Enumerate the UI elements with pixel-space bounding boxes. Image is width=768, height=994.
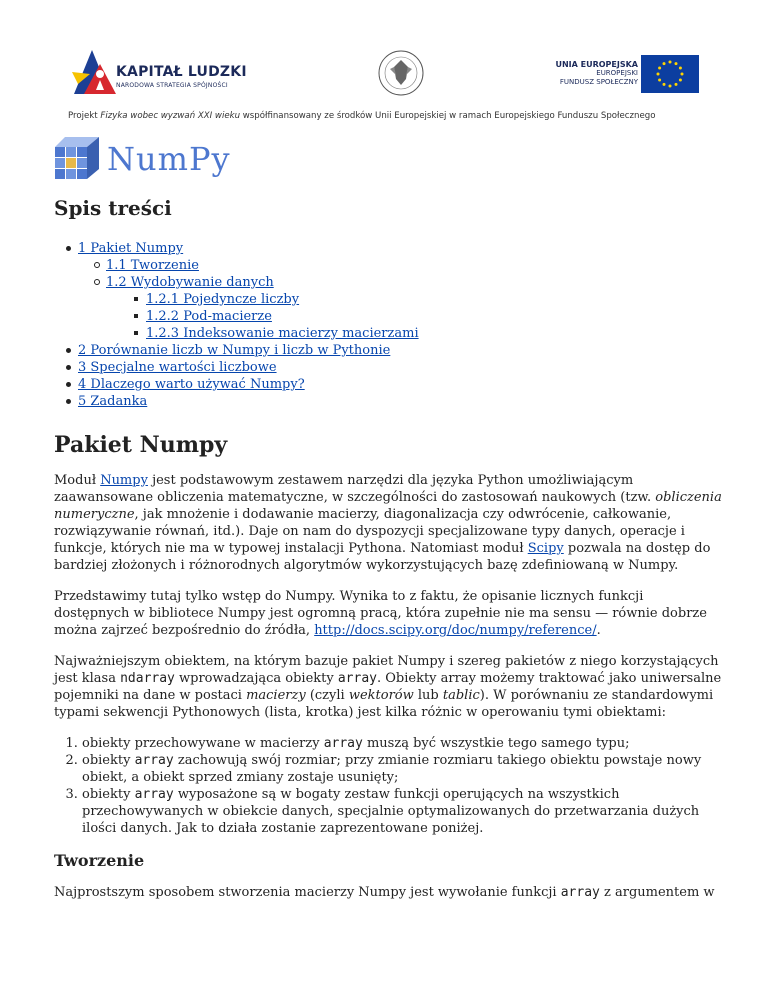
code-array: array [323, 736, 363, 751]
text: Przedstawimy tutaj tylko wstęp do Numpy. Wynika to z faktu, że opisanie licznych funkcji dostępnych w bibliotece Numpy jest ogromną pracą, która zupełnie nie ma sensu — równie dobrze można zajrzeć bezpośrednio do źródła, [54, 589, 707, 638]
code-array: array [560, 885, 600, 900]
text: Najprostszym sposobem stworzenia macierzy Numpy jest wywołanie funkcji [54, 885, 561, 900]
text: Najważniejszym obiektem, na którym bazuje pakiet Numpy i szereg pakietów z niego korzystających jest klasa [54, 654, 719, 686]
bullet-circle-icon [94, 262, 100, 268]
kapital-ludzki-title: KAPITAŁ LUDZKI [116, 64, 247, 80]
text: . Obiekty array możemy traktować jako uniwersalne pojemniki na dane w postaci [54, 671, 722, 703]
toc-item [54, 359, 722, 376]
section-heading-tworzenie: Tworzenie [54, 851, 145, 870]
text: Moduł [54, 473, 101, 488]
link-numpy-reference[interactable]: http://docs.scipy.org/doc/numpy/reference/ [314, 623, 597, 638]
bullet-square-icon [134, 331, 138, 335]
bullet-square-icon [134, 314, 138, 318]
numpy-wordmark: NumPy [107, 140, 231, 178]
article-content [54, 196, 722, 901]
project-title: Fizyka wobec wyzwań XXI wieku [100, 111, 241, 121]
code-array: array [134, 753, 174, 768]
toc-item [54, 342, 722, 359]
project-post: współfinansowany ze środków Unii Europejskiej w ramach Europejskiego Funduszu Społecznego [240, 111, 656, 121]
list-item [82, 786, 722, 837]
toc-item [54, 257, 722, 274]
italic-text: macierzy [246, 688, 306, 703]
section-heading-pakiet-numpy: Pakiet Numpy [54, 432, 228, 458]
toc-link[interactable]: 1.2.2 Pod-macierze [146, 309, 272, 324]
eu-flag-icon [641, 55, 699, 93]
toc-item [54, 393, 722, 410]
paragraph-tworzenie [54, 884, 722, 901]
link-scipy[interactable]: Scipy [527, 541, 564, 556]
text: wyposażone są w bogaty zestaw funkcji operujących na wszystkich przechowywanych w obiekcie danych, specjalnie optymalizowanych do przetwarzania dużych ilości danych. Jak to działa zostanie zaprezentowane poniżej. [82, 787, 700, 836]
text: jest podstawowym zestawem narzędzi dla języka Python umożliwiającym zaawansowane obliczenia matematyczne, w szczególności do zastosowań naukowych (tzw. [54, 473, 656, 505]
text: , jak mnożenie i dodawanie macierzy, diagonalizacja czy odwrócenie, całkowanie, rozwiązywanie równań, itd.). Daje on nam do dyspozycji specjalizowane typy danych, operacje i funkcje, których nie ma w typowej instalacji Pythona. Natomiast moduł [54, 507, 685, 556]
bullet-circle-icon [94, 279, 100, 285]
toc-item [54, 308, 722, 325]
toc-item [54, 325, 722, 342]
paragraph-intro-2 [54, 588, 722, 639]
link-numpy[interactable]: Numpy [100, 473, 148, 488]
university-seal-icon [376, 45, 426, 101]
italic-text: obliczenia numeryczne [54, 490, 722, 522]
text: muszą być wszystkie tego samego typu; [362, 736, 630, 751]
text: pozwala na dostęp do bardziej złożonych i różnorodnych algorytmów wykorzystujących bazę zdefiniowaną w Numpy. [54, 541, 711, 573]
toc-link[interactable]: 1.1 Tworzenie [106, 258, 199, 273]
bullet-disc-icon [66, 399, 71, 404]
toc-item [54, 240, 722, 257]
eu-line-3: FUNDUSZ SPOŁECZNY [559, 78, 638, 86]
text: obiekty [82, 753, 135, 768]
array-differences-list [54, 735, 722, 837]
code-array: array [337, 671, 377, 686]
toc-link[interactable]: 1.2 Wydobywanie danych [106, 275, 274, 290]
bullet-disc-icon [66, 382, 71, 387]
toc-link[interactable]: 4 Dlaczego warto używać Numpy? [78, 377, 305, 392]
text: . [596, 623, 601, 638]
toc-link[interactable]: 3 Specjalne wartości liczbowe [78, 360, 277, 375]
text: wprowadzająca obiekty [174, 671, 338, 686]
list-item [82, 752, 722, 786]
text: obiekty przechowywane w macierzy [82, 736, 324, 751]
code-array: array [134, 787, 174, 802]
text: zachowują swój rozmiar; przy zmianie rozmiaru takiego obiektu powstaje nowy obiekt, a obiekt sprzed zmiany zostaje usunięty; [82, 753, 702, 785]
eu-line-2: EUROPEJSKI [596, 69, 638, 77]
eu-line-1: UNIA EUROPEJSKA [555, 60, 638, 69]
toc-link[interactable]: 5 Zadanka [78, 394, 148, 409]
paragraph-intro [54, 472, 722, 574]
toc-link[interactable]: 2 Porównanie liczb w Numpy i liczb w Pythonie [78, 343, 391, 358]
bullet-disc-icon [66, 246, 71, 251]
code-ndarray: ndarray [120, 671, 175, 686]
project-funding-line [68, 111, 655, 121]
eu-text-block [545, 60, 638, 87]
text: z argumentem w [599, 885, 715, 900]
toc-link[interactable]: 1.2.3 Indeksowanie macierzy macierzami [146, 326, 419, 341]
toc-title: Spis treści [54, 196, 172, 220]
text: (czyli [305, 688, 349, 703]
bullet-disc-icon [66, 348, 71, 353]
table-of-contents [54, 240, 722, 410]
toc-item [54, 376, 722, 393]
project-pre: Projekt [68, 111, 101, 121]
kapital-ludzki-subtitle: NARODOWA STRATEGIA SPÓJNOŚCI [116, 82, 228, 89]
toc-link[interactable]: 1 Pakiet Numpy [78, 241, 184, 256]
toc-item [54, 274, 722, 291]
sponsor-banner [0, 0, 768, 125]
text: ). W porównaniu ze standardowymi typami sekwencji Pythonowych (lista, krotka) jest kilka różnic w operowaniu tymi obiektami: [54, 688, 714, 720]
toc-link[interactable]: 1.2.1 Pojedyncze liczby [146, 292, 300, 307]
text: lub [413, 688, 443, 703]
bullet-square-icon [134, 297, 138, 301]
paragraph-ndarray [54, 653, 722, 721]
toc-item [54, 291, 722, 308]
text: obiekty [82, 787, 135, 802]
bullet-disc-icon [66, 365, 71, 370]
list-item [82, 735, 722, 752]
italic-text: tablic [442, 688, 480, 703]
italic-text: wektorów [348, 688, 414, 703]
